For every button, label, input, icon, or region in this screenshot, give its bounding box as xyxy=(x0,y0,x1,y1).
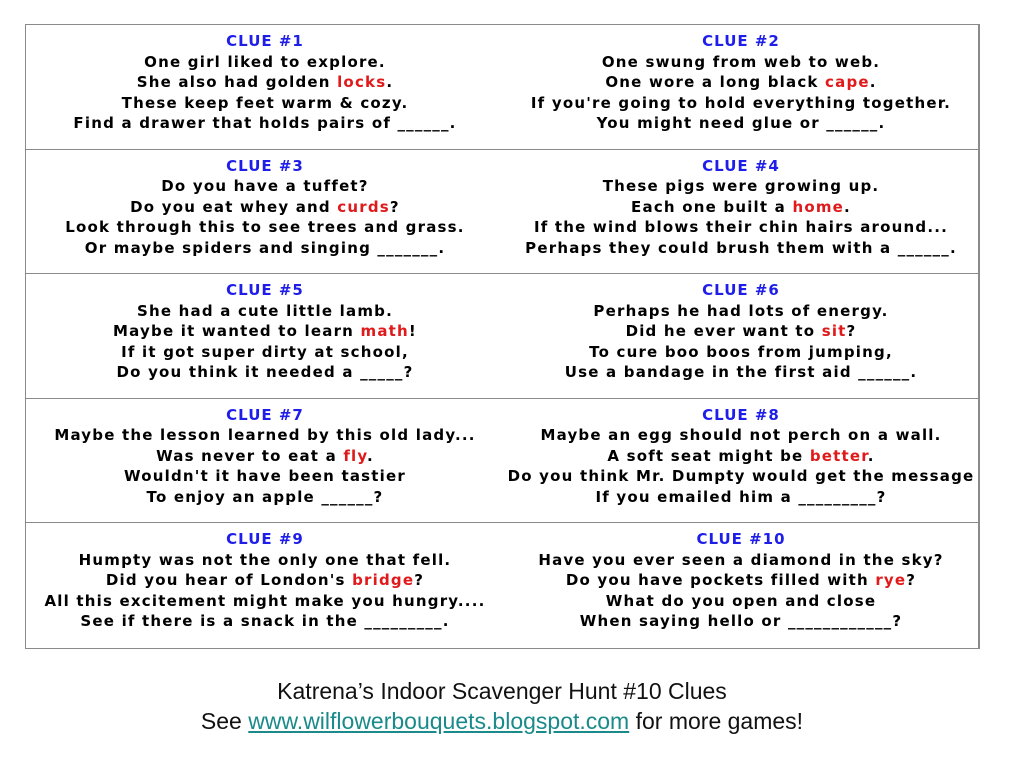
clue-title: CLUE #3 xyxy=(226,156,304,175)
clue-line xyxy=(54,425,475,446)
clue-text: Do you have a tuffet? xyxy=(161,177,369,196)
clue-line xyxy=(80,611,449,632)
clue-card-5 xyxy=(26,274,504,399)
clue-text: To cure boo boos from jumping, xyxy=(589,342,893,361)
clue-line xyxy=(597,113,886,134)
clue-text: One swung from web to web. xyxy=(601,52,881,71)
clue-text: She also had golden xyxy=(136,73,338,91)
clue-text: Do you eat whey and xyxy=(130,197,338,216)
clue-text: These pigs were growing up. xyxy=(602,177,880,196)
highlight-word: curds xyxy=(337,197,390,216)
clue-line xyxy=(116,362,413,383)
clue-line xyxy=(593,301,888,322)
clue-text: If you're going to hold everything together. xyxy=(530,93,952,112)
clue-text: What do you open and close xyxy=(605,591,877,610)
clue-text: . xyxy=(386,73,394,91)
highlight-word: sit xyxy=(821,322,847,341)
clue-card-3 xyxy=(26,150,504,275)
clue-line xyxy=(122,93,409,114)
highlight-word: fly xyxy=(343,446,367,465)
clue-text: Maybe the lesson learned by this old lady... xyxy=(54,426,476,445)
highlight-word: bridge xyxy=(352,571,415,590)
clue-text: Look through this to see trees and grass. xyxy=(65,218,465,237)
clue-card-6 xyxy=(504,274,979,399)
clue-line xyxy=(589,342,893,363)
clue-line xyxy=(626,321,857,342)
clue-card-10 xyxy=(504,523,979,648)
highlight-word: home xyxy=(792,197,845,216)
clue-line xyxy=(580,611,903,632)
footer-suffix-text: for more games! xyxy=(629,708,804,734)
clue-line xyxy=(508,466,975,487)
clue-text: Do you have pockets filled with xyxy=(565,571,876,590)
clue-title: CLUE #6 xyxy=(702,281,780,300)
clue-card-8 xyxy=(504,399,979,524)
clue-text: Each one built a xyxy=(631,197,793,216)
clue-line xyxy=(531,93,951,114)
clue-title: CLUE #10 xyxy=(696,530,786,549)
clue-card-2 xyxy=(504,25,979,150)
clue-line xyxy=(603,176,880,197)
clue-text: She had a cute little lamb. xyxy=(136,301,393,320)
highlight-word: rye xyxy=(875,571,907,590)
clue-text: These keep feet warm & cozy. xyxy=(121,93,409,112)
clue-line xyxy=(73,113,456,134)
clue-title: CLUE #4 xyxy=(702,156,780,175)
clue-line xyxy=(124,466,406,487)
clue-line xyxy=(85,238,445,259)
clue-line xyxy=(602,52,880,73)
clue-line xyxy=(147,487,384,508)
clue-line xyxy=(565,362,918,383)
clue-text: Perhaps they could brush them with a ______. xyxy=(525,238,957,257)
clue-text: Do you think Mr. Dumpty would get the message xyxy=(507,467,975,486)
clue-text: ! xyxy=(408,322,417,341)
clue-text: Maybe an egg should not perch on a wall. xyxy=(540,426,942,445)
clue-text: . xyxy=(867,446,875,465)
clue-line xyxy=(137,72,394,93)
clue-text: You might need glue or ______. xyxy=(596,114,886,132)
clue-line xyxy=(106,570,424,591)
clue-title: CLUE #2 xyxy=(702,32,780,50)
clue-text: ? xyxy=(846,322,857,341)
clue-card-4 xyxy=(504,150,979,275)
clue-text: . xyxy=(367,446,374,465)
clue-text: Have you ever seen a diamond in the sky? xyxy=(538,550,944,569)
clue-text: All this excitement might make you hungry.... xyxy=(44,591,486,610)
clue-line xyxy=(121,342,409,363)
clue-title: CLUE #8 xyxy=(702,405,780,424)
clue-text: Use a bandage in the first aid ______. xyxy=(564,363,918,382)
clue-text: A soft seat might be xyxy=(607,446,810,465)
clue-text: ? xyxy=(389,197,400,216)
clue-text: Find a drawer that holds pairs of ______. xyxy=(73,114,457,132)
clue-title: CLUE #1 xyxy=(226,32,304,50)
highlight-word: cape xyxy=(825,73,870,91)
clue-line xyxy=(540,425,941,446)
clue-text: ? xyxy=(906,571,917,590)
clue-text: See if there is a snack in the _________. xyxy=(80,612,450,631)
clue-line xyxy=(538,550,943,571)
clue-grid xyxy=(25,24,980,649)
clue-line xyxy=(607,446,874,467)
clue-text: One wore a long black xyxy=(605,73,826,91)
footer-line xyxy=(0,706,1004,736)
footer xyxy=(0,676,1004,736)
clue-text: To enjoy an apple ______? xyxy=(146,487,384,506)
clue-line xyxy=(130,197,400,218)
clue-card-9 xyxy=(26,523,504,648)
clue-text: . xyxy=(844,197,851,216)
clue-text: . xyxy=(869,73,877,91)
clue-line xyxy=(79,550,452,571)
clue-title: CLUE #9 xyxy=(226,530,304,549)
clue-text: Was never to eat a xyxy=(156,446,344,465)
highlight-word: math xyxy=(360,322,409,341)
clue-line xyxy=(137,301,393,322)
clue-line xyxy=(144,52,386,73)
clue-text: If it got super dirty at school, xyxy=(121,342,409,361)
footer-title: Katrena’s Indoor Scavenger Hunt #10 Clues xyxy=(277,678,727,704)
clue-line xyxy=(65,217,464,238)
clue-text: If the wind blows their chin hairs around... xyxy=(533,218,949,237)
clue-line xyxy=(161,176,368,197)
clue-line xyxy=(631,197,851,218)
highlight-word: locks xyxy=(337,73,387,91)
clue-text: Perhaps he had lots of energy. xyxy=(593,301,889,320)
highlight-word: better xyxy=(809,446,868,465)
clue-text: Wouldn't it have been tastier xyxy=(124,467,406,486)
clue-title: CLUE #7 xyxy=(226,405,304,424)
clue-text: Do you think it needed a _____? xyxy=(116,363,414,382)
clue-line xyxy=(113,321,417,342)
clue-title: CLUE #5 xyxy=(226,281,304,300)
clue-text: ? xyxy=(414,571,425,590)
clue-text: One girl liked to explore. xyxy=(144,52,386,71)
clue-line xyxy=(566,570,916,591)
clue-card-7 xyxy=(26,399,504,524)
clue-line xyxy=(156,446,374,467)
clue-text: Humpty was not the only one that fell. xyxy=(78,550,452,569)
blog-link[interactable]: www.wilflowerbouquets.blogspot.com xyxy=(248,708,630,734)
clue-text: Did he ever want to xyxy=(625,322,822,341)
clue-text: Maybe it wanted to learn xyxy=(113,322,361,341)
clue-line xyxy=(534,217,948,238)
clue-line xyxy=(605,72,876,93)
clue-line xyxy=(525,238,957,259)
clue-text: Did you hear of London's xyxy=(105,571,353,590)
clue-text: Or maybe spiders and singing _______. xyxy=(84,238,446,257)
clue-card-1 xyxy=(26,25,504,150)
clue-text: When saying hello or ____________? xyxy=(579,612,903,631)
clue-line xyxy=(606,591,877,612)
footer-see-text: See xyxy=(200,708,249,734)
clue-text: If you emailed him a _________? xyxy=(595,487,887,506)
clue-line xyxy=(595,487,886,508)
clue-line xyxy=(44,591,485,612)
